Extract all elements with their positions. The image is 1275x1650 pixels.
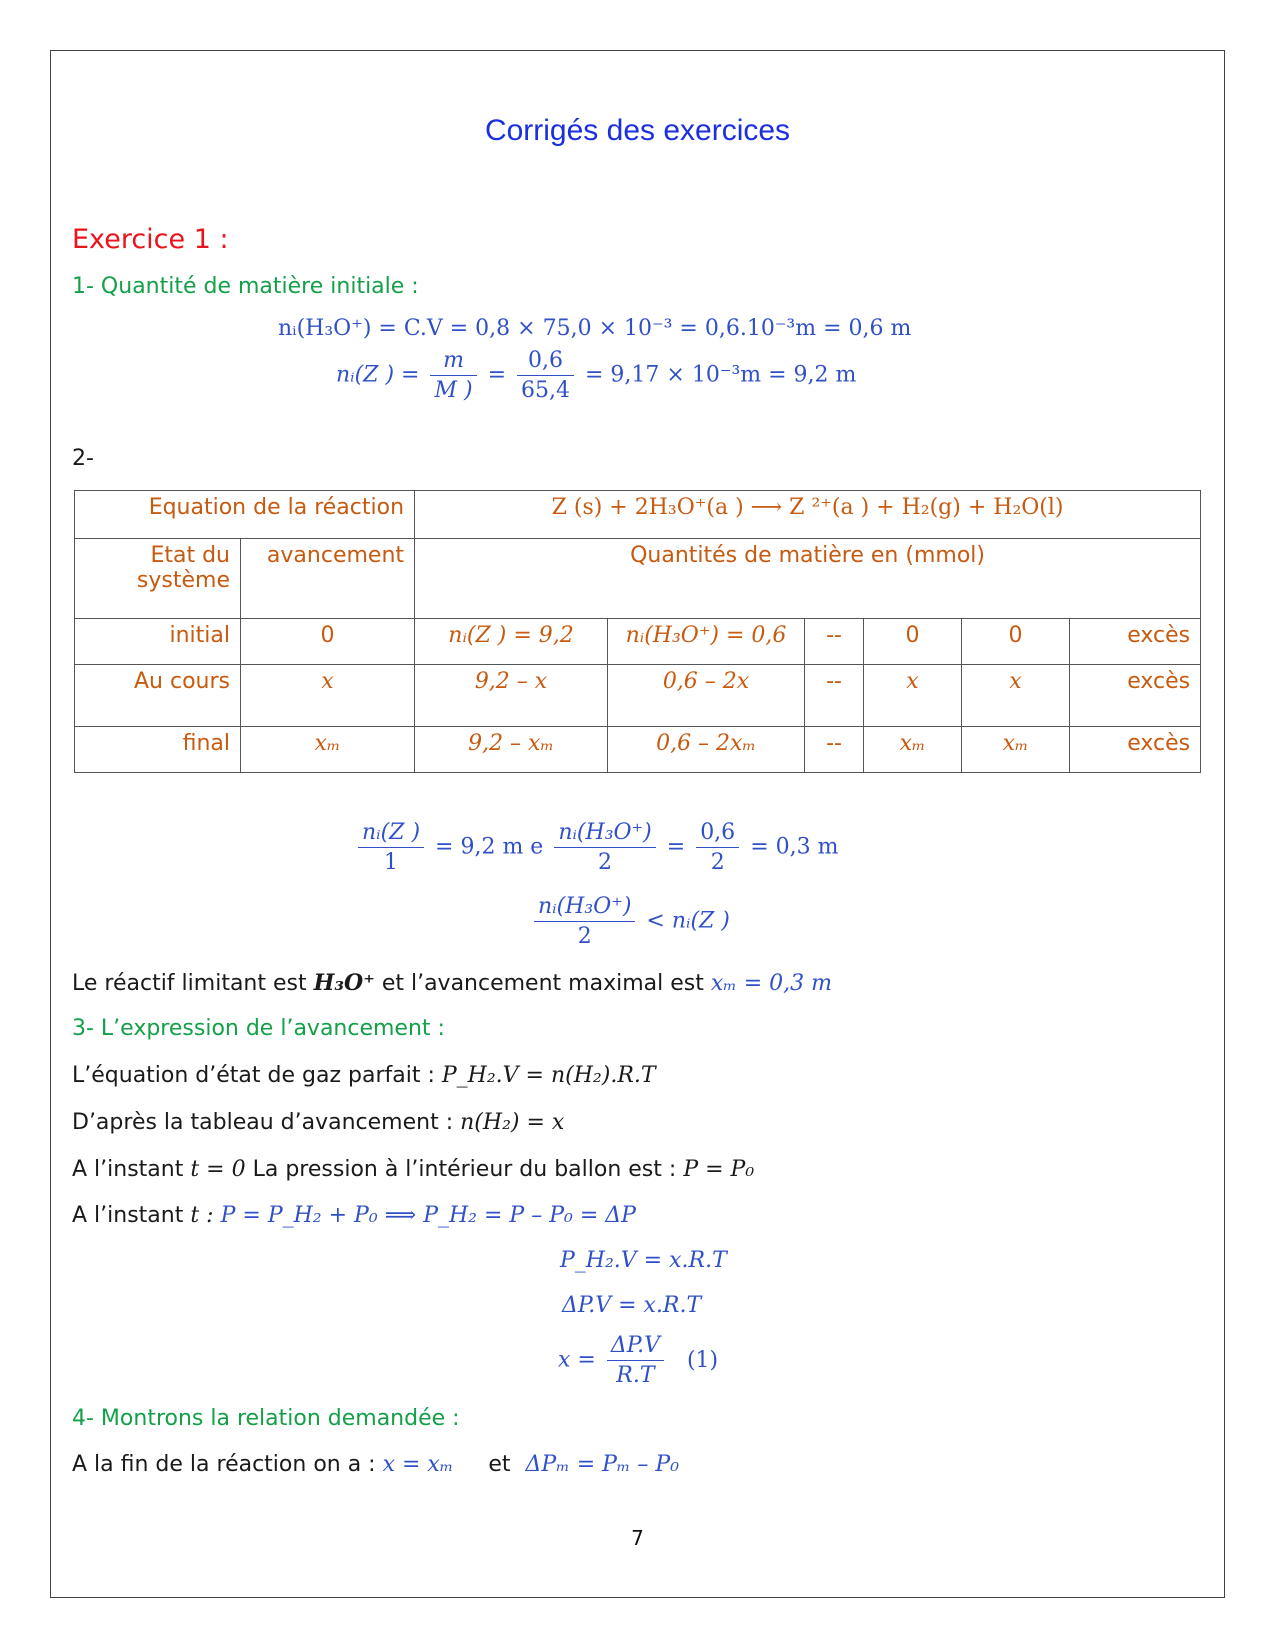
etat-label: Etat du système — [75, 539, 241, 619]
initial-pressure-line: A l’instant t = 0 La pression à l’intérieur du ballon est : P = P₀ — [72, 1157, 755, 1182]
eq2-left: nᵢ(Z ) = — [336, 362, 420, 388]
ratio-fraction-zn: $\frac{\text{nᵢ(Z )}}{1}$ — [358, 820, 424, 875]
x-fraction: $\frac{\Delta P.V}{R.T}$ — [607, 1333, 664, 1388]
ratio-right: = 0,3 m — [750, 834, 839, 860]
quantites-label: Quantités de matière en (mmol) — [415, 539, 1201, 619]
pressure-relation-line: A l’instant t : P = P_H₂ + P₀ ⟹ P_H₂ = P – P₀ = ΔP — [72, 1203, 636, 1228]
derivation-eq-3: x = $\frac{\Delta P.V}{R.T}$ (1) — [558, 1333, 719, 1388]
exercise-heading: Exercice 1 : — [72, 224, 229, 255]
table-link-line: D’après la tableau d’avancement : n(H₂) = x — [72, 1110, 565, 1135]
ratio2-fraction: $\frac{\text{nᵢ(H₃O⁺)}}{2}$ — [534, 894, 635, 949]
table-row: final xₘ 9,2 – xₘ 0,6 – 2xₘ -- xₘ xₘ excès — [75, 727, 1201, 773]
limiting-reagent-line: Le réactif limitant est H₃O⁺ et l’avancement maximal est xₘ = 0,3 m — [72, 970, 833, 996]
section2-heading: 2- — [72, 446, 94, 471]
ideal-gas-line: L’équation d’état de gaz parfait : P_H₂.V = n(H₂).R.T — [72, 1063, 656, 1088]
table-row: initial 0 nᵢ(Z ) = 9,2 nᵢ(H₃O⁺) = 0,6 -- 0 0 excès — [75, 619, 1201, 665]
page-number: 7 — [631, 1526, 644, 1550]
final-state-line: A la fin de la réaction on a : x = xₘ et ΔPₘ = Pₘ – P₀ — [72, 1452, 680, 1477]
equation-label-1: (1) — [686, 1347, 719, 1373]
table-row: Au cours x 9,2 – x 0,6 – 2x -- x x excès — [75, 665, 1201, 727]
ratio-mid: = 9,2 m e — [435, 834, 544, 860]
ratio-fraction-h3o: $\frac{\text{nᵢ(H₃O⁺)}}{2}$ — [554, 820, 655, 875]
reaction-equation: Z (s) + 2H₃O⁺(a ) ⟶ Z ²⁺(a ) + H₂(g) + H₂O(l) — [415, 491, 1201, 539]
section3-heading: 3- L’expression de l’avancement : — [72, 1016, 445, 1041]
derivation-eq-2: ΔP.V = x.R.T — [562, 1293, 702, 1318]
ratio-comparison-2 — [530, 894, 730, 949]
ratio-fraction-value: $\frac{0,6}{2}$ — [696, 820, 739, 875]
ratio2-right: < nᵢ(Z ) — [646, 908, 730, 934]
eq2-fraction-2: $\frac{0,6}{65,4}$ — [517, 348, 574, 403]
eq2-equals: = — [487, 362, 507, 388]
equation-label: Equation de la réaction — [75, 491, 415, 539]
progress-table — [74, 490, 1201, 773]
eq2-right: = 9,17 × 10⁻³m = 9,2 m — [585, 362, 857, 388]
section1-equation-1: nᵢ(H₃O⁺) = C.V = 0,8 × 75,0 × 10⁻³ = 0,6.10⁻³m = 0,6 m — [278, 316, 912, 341]
ratio-comparison-1 — [354, 820, 838, 875]
ratio-equals: = — [666, 834, 686, 860]
section4-heading: 4- Montrons la relation demandée : — [72, 1406, 460, 1431]
section1-heading: 1- Quantité de matière initiale : — [72, 274, 419, 299]
eq2-fraction-1: $\frac{m}{M )}$ — [430, 348, 476, 403]
derivation-eq-1: P_H₂.V = x.R.T — [560, 1248, 727, 1273]
section1-equation-2 — [336, 348, 856, 403]
avancement-label: avancement — [241, 539, 415, 619]
page-title: Corrigés des exercices — [484, 114, 791, 147]
